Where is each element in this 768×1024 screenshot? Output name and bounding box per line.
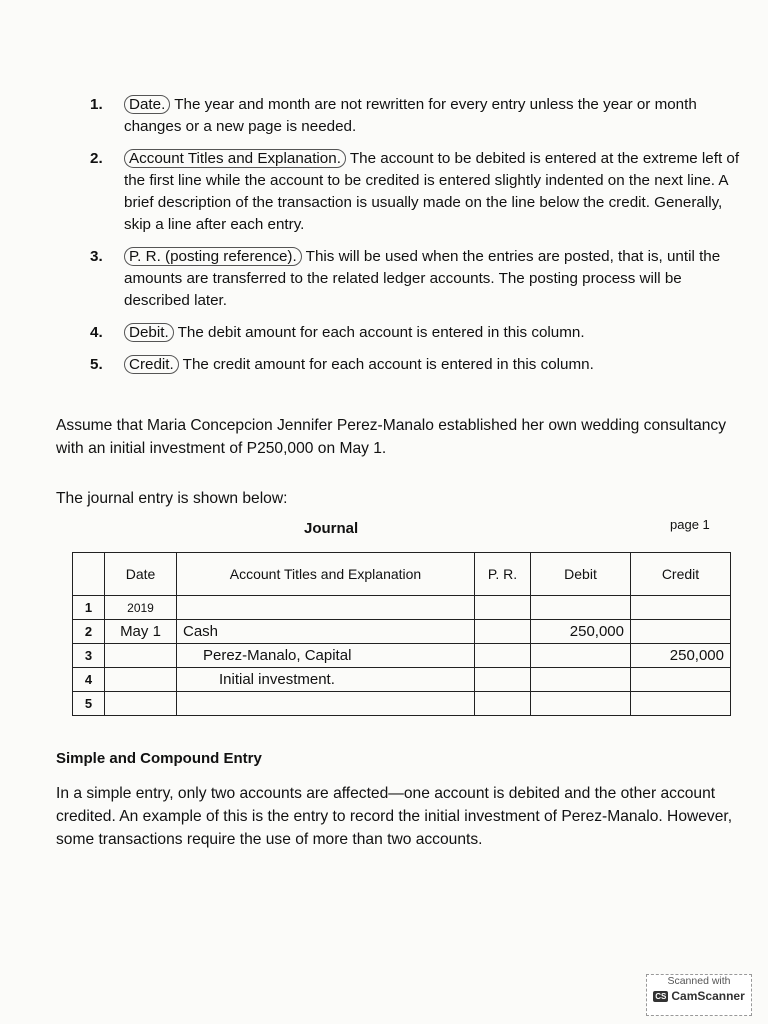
journal-intro: The journal entry is shown below: xyxy=(56,490,288,507)
credit-cell xyxy=(631,692,731,716)
item-number: 2. xyxy=(90,150,103,167)
account-cell: Perez-Manalo, Capital xyxy=(177,644,475,668)
item-number: 3. xyxy=(90,248,103,265)
row-number-header xyxy=(73,553,105,596)
pr-cell xyxy=(475,668,531,692)
journal-title: Journal xyxy=(304,520,359,537)
date-cell: 2019 xyxy=(105,596,177,620)
date-cell xyxy=(105,668,177,692)
row-number: 3 xyxy=(73,644,105,668)
item-text: The year and month are not rewritten for every entry unless the year or month changes or a new page is needed. xyxy=(124,96,697,135)
row-number: 4 xyxy=(73,668,105,692)
instruction-item-posting-reference xyxy=(86,246,750,312)
item-term: Debit. xyxy=(124,323,174,342)
camscanner-watermark xyxy=(646,974,752,1016)
page-number: page 1 xyxy=(670,517,710,532)
debit-cell xyxy=(531,668,631,692)
section-paragraph: In a simple entry, only two accounts are affected—one account is debited and the other account credited. An example of this is the entry to record the initial investment of Perez-Manalo. However, some transactions require the use of more than two accounts. xyxy=(56,785,733,848)
item-text: The debit amount for each account is entered in this column. xyxy=(173,324,585,341)
table-row xyxy=(73,620,731,644)
instruction-item-account-titles xyxy=(86,148,750,236)
item-text: The credit amount for each account is entered in this column. xyxy=(178,356,594,373)
table-row xyxy=(73,668,731,692)
item-term: P. R. (posting reference). xyxy=(124,247,302,266)
journal-table xyxy=(72,552,731,716)
account-cell xyxy=(177,596,475,620)
camscanner-logo-icon: CS xyxy=(655,991,667,1001)
instruction-item-debit xyxy=(86,322,750,344)
debit-cell xyxy=(531,644,631,668)
item-term: Credit. xyxy=(124,355,179,374)
journal-header-row xyxy=(73,553,731,596)
credit-cell: 250,000 xyxy=(631,644,731,668)
item-text: The account to be debited is entered at the extreme left of the first line while the account to be credited is entered slightly indented on the next line. A brief description of the transaction is usually made on the line below the credit. Generally, skip a line after each entry. xyxy=(124,150,740,233)
date-cell xyxy=(105,644,177,668)
item-text: This will be used when the entries are posted, that is, until the amounts are transferred to the related ledger accounts. The posting process will be described later. xyxy=(124,248,721,309)
debit-cell xyxy=(531,692,631,716)
credit-cell xyxy=(631,620,731,644)
item-number: 1. xyxy=(90,96,103,113)
item-term: Date. xyxy=(124,95,170,114)
debit-header: Debit xyxy=(531,553,631,596)
pr-cell xyxy=(475,596,531,620)
item-number: 4. xyxy=(90,324,103,341)
account-cell: Cash xyxy=(177,620,475,644)
debit-cell xyxy=(531,596,631,620)
row-number: 1 xyxy=(73,596,105,620)
account-cell xyxy=(177,692,475,716)
pr-cell xyxy=(475,644,531,668)
section-heading: Simple and Compound Entry xyxy=(56,750,262,767)
credit-header: Credit xyxy=(631,553,731,596)
table-row xyxy=(73,644,731,668)
instruction-list xyxy=(86,94,750,386)
debit-cell: 250,000 xyxy=(531,620,631,644)
row-number: 5 xyxy=(73,692,105,716)
pr-cell xyxy=(475,692,531,716)
watermark-brand-name: CamScanner xyxy=(671,989,745,1003)
date-header: Date xyxy=(105,553,177,596)
instruction-item-date xyxy=(86,94,750,138)
account-cell: Initial investment. xyxy=(177,668,475,692)
row-number: 2 xyxy=(73,620,105,644)
date-cell: May 1 xyxy=(105,620,177,644)
item-term: Account Titles and Explanation. xyxy=(124,149,346,168)
table-row xyxy=(73,596,731,620)
table-row xyxy=(73,692,731,716)
instruction-item-credit xyxy=(86,354,750,376)
credit-cell xyxy=(631,668,731,692)
credit-cell xyxy=(631,596,731,620)
watermark-brand xyxy=(647,989,751,1003)
date-cell xyxy=(105,692,177,716)
pr-header: P. R. xyxy=(475,553,531,596)
item-number: 5. xyxy=(90,356,103,373)
pr-cell xyxy=(475,620,531,644)
assumption-paragraph: Assume that Maria Concepcion Jennifer Perez-Manalo established her own wedding consultancy with an initial investment of P250,000 on May 1. xyxy=(56,417,727,457)
watermark-caption: Scanned with xyxy=(667,975,731,987)
account-titles-header: Account Titles and Explanation xyxy=(177,553,475,596)
